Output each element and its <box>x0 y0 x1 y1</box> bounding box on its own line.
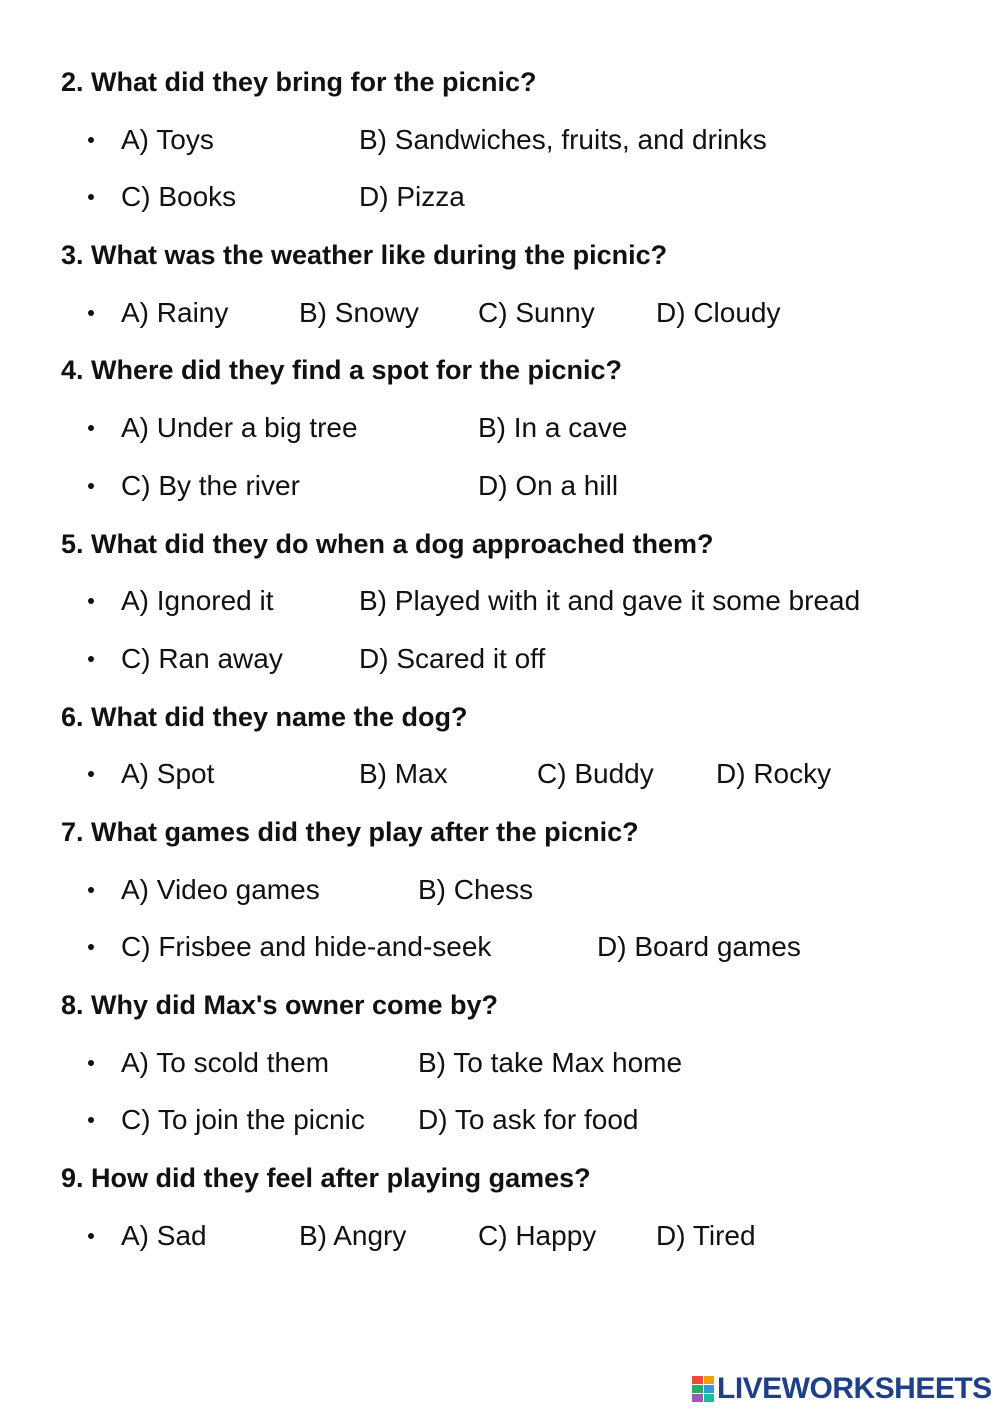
option-row <box>0 757 1000 791</box>
logo-text: LIVEWORKSHEETS <box>717 1372 992 1405</box>
question-7: 7. What games did they play after the picnic? <box>61 817 639 847</box>
option-row <box>0 180 1000 214</box>
bullet-icon <box>88 483 94 489</box>
question-5: 5. What did they do when a dog approached them? <box>61 529 714 559</box>
option-d: D) Scared it off <box>359 643 546 674</box>
option-d: D) Board games <box>597 931 801 962</box>
option-d: D) Tired <box>656 1220 756 1251</box>
option-a: A) Under a big tree <box>121 412 358 443</box>
option-row <box>0 642 1000 676</box>
option-b: B) Angry <box>299 1220 407 1251</box>
bullet-icon <box>88 944 94 950</box>
option-c: C) Frisbee and hide-and-seek <box>121 931 492 962</box>
bullet-icon <box>88 1117 94 1123</box>
option-row <box>0 930 1000 964</box>
option-c: C) Sunny <box>478 297 595 328</box>
bullet-icon <box>88 137 94 143</box>
option-c: C) Buddy <box>537 758 654 789</box>
option-row <box>0 296 1000 330</box>
option-c: C) Happy <box>478 1220 597 1251</box>
option-d: D) Rocky <box>716 758 832 789</box>
option-row <box>0 584 1000 618</box>
option-row <box>0 411 1000 445</box>
option-b: B) Chess <box>418 874 534 905</box>
option-b: B) Snowy <box>299 297 419 328</box>
bullet-icon <box>88 1233 94 1239</box>
option-c: C) To join the picnic <box>121 1104 365 1135</box>
option-a: A) Toys <box>121 124 214 155</box>
option-b: B) To take Max home <box>418 1047 683 1078</box>
option-b: B) In a cave <box>478 412 628 443</box>
option-row <box>0 1046 1000 1080</box>
liveworksheets-logo-icon <box>692 1376 714 1402</box>
option-b: B) Sandwiches, fruits, and drinks <box>359 124 767 155</box>
option-a: A) Spot <box>121 758 215 789</box>
option-c: C) Books <box>121 181 237 212</box>
option-d: D) Pizza <box>359 181 465 212</box>
option-a: A) Rainy <box>121 297 229 328</box>
option-a: A) Ignored it <box>121 585 274 616</box>
question-3: 3. What was the weather like during the picnic? <box>61 240 668 270</box>
option-row <box>0 873 1000 907</box>
question-2: 2. What did they bring for the picnic? <box>61 67 537 97</box>
bullet-icon <box>88 194 94 200</box>
question-4: 4. Where did they find a spot for the picnic? <box>61 355 623 385</box>
bullet-icon <box>88 425 94 431</box>
question-8: 8. Why did Max's owner come by? <box>61 990 499 1020</box>
option-a: A) Video games <box>121 874 320 905</box>
question-6: 6. What did they name the dog? <box>61 702 468 732</box>
option-b: B) Max <box>359 758 448 789</box>
option-row <box>0 123 1000 157</box>
question-9: 9. How did they feel after playing games? <box>61 1163 591 1193</box>
bullet-icon <box>88 887 94 893</box>
bullet-icon <box>88 656 94 662</box>
bullet-icon <box>88 598 94 604</box>
option-c: C) By the river <box>121 470 300 501</box>
bullet-icon <box>88 310 94 316</box>
option-row <box>0 1219 1000 1253</box>
liveworksheets-logo <box>692 1373 992 1405</box>
option-b: B) Played with it and gave it some bread <box>359 585 861 616</box>
option-d: D) To ask for food <box>418 1104 639 1135</box>
option-row <box>0 1103 1000 1137</box>
option-a: A) To scold them <box>121 1047 330 1078</box>
option-d: D) On a hill <box>478 470 619 501</box>
option-a: A) Sad <box>121 1220 207 1251</box>
bullet-icon <box>88 1060 94 1066</box>
bullet-icon <box>88 771 94 777</box>
option-row <box>0 469 1000 503</box>
option-c: C) Ran away <box>121 643 283 674</box>
option-d: D) Cloudy <box>656 297 781 328</box>
